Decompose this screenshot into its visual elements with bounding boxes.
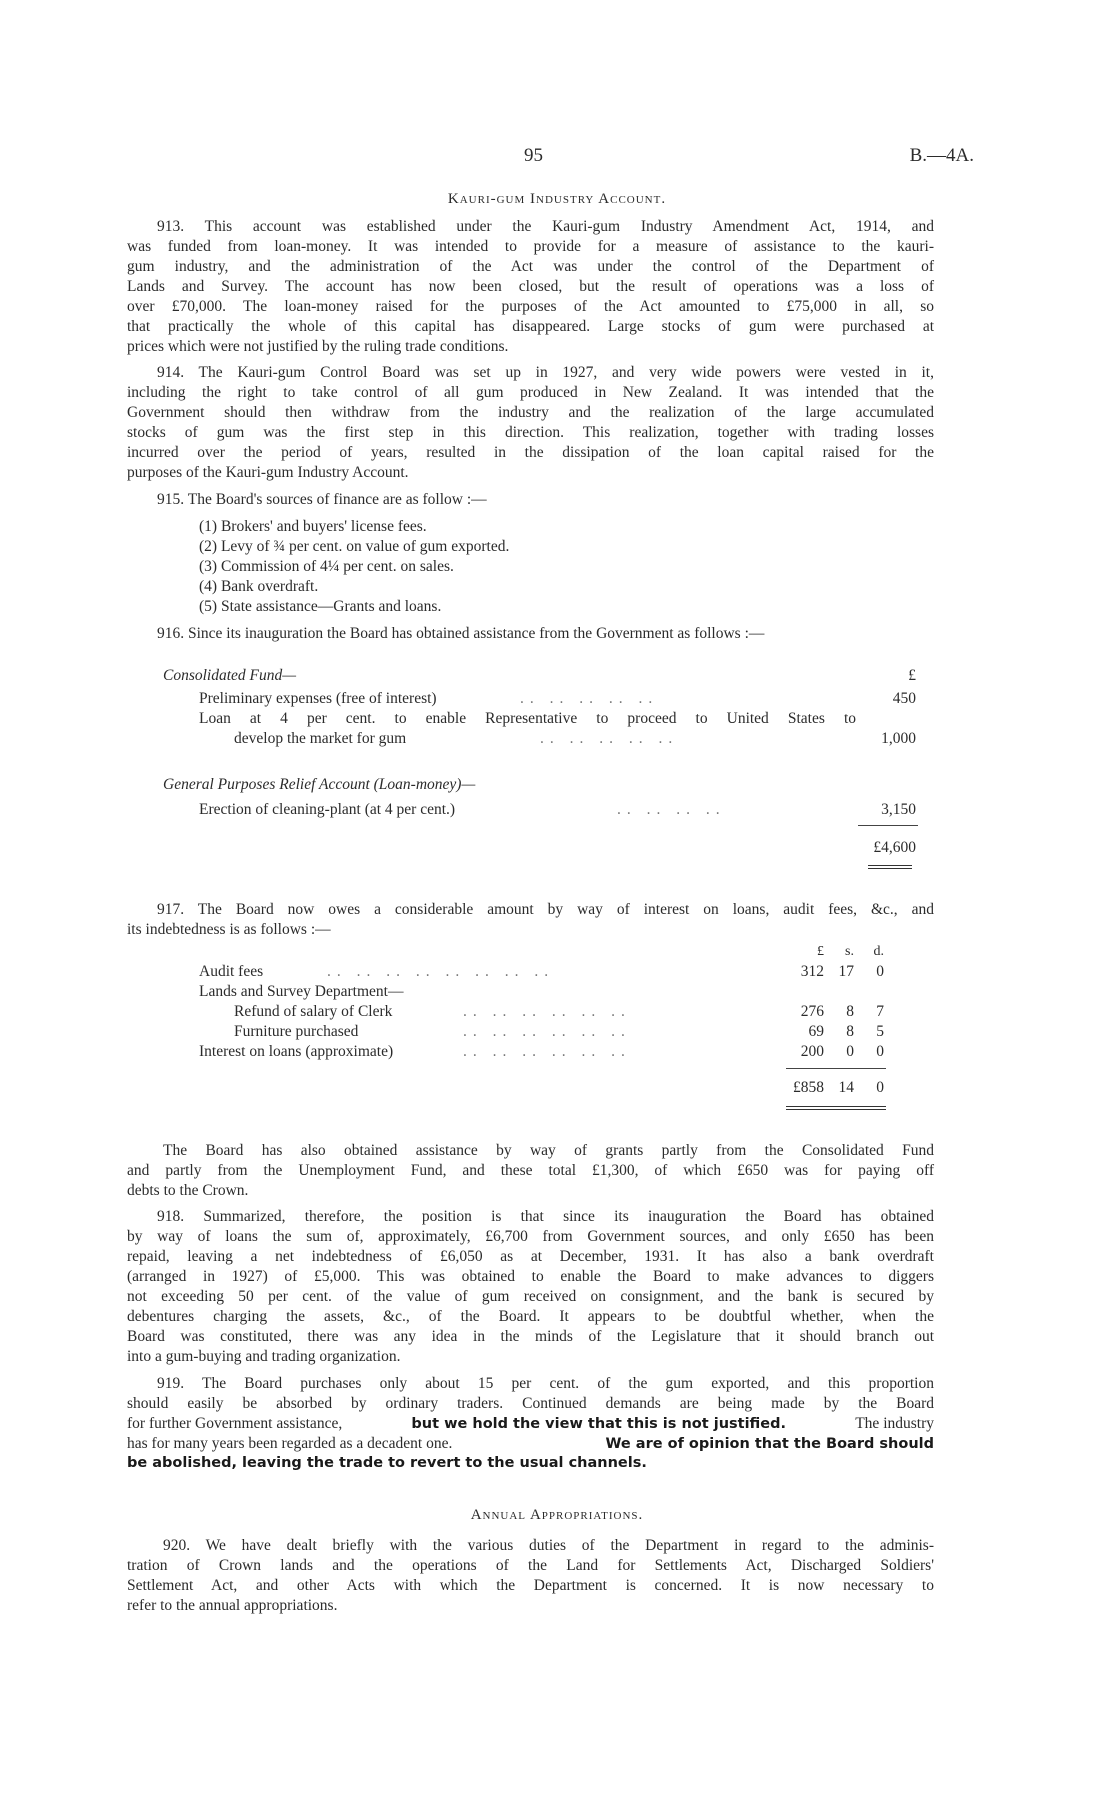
cell-pounds: 276 [800, 1003, 824, 1020]
assist-row-value: 3,150 [881, 801, 916, 818]
text-line: Government should then withdraw from the industry and the realization of the large accumulated [127, 404, 934, 421]
leader-dots: .. .. .. .. .. .. [463, 1003, 631, 1020]
cell-pounds: 312 [800, 963, 824, 980]
text-segment: for further Government assistance, [127, 1415, 343, 1432]
text-line: (arranged in 1927) of £5,000. This was obtained to enable the Board to make advances to diggers [127, 1268, 934, 1285]
text-line: not exceeding 50 per cent. of the value of gum received on consignment, and the bank is secured by [127, 1288, 934, 1305]
general-purposes-heading: General Purposes Relief Account (Loan-money)— [163, 776, 476, 793]
page-number: 95 [524, 145, 543, 166]
text-line: should easily be absorbed by ordinary traders. Continued demands are being made by the Board [127, 1395, 934, 1412]
assist-row-label: develop the market for gum [234, 730, 407, 747]
text-line: stocks of gum was the first step in this direction. This realization, together with trading losses [127, 424, 934, 441]
text-line [127, 1434, 934, 1454]
cell-pence: 5 [876, 1023, 884, 1040]
table-row-label: Lands and Survey Department— [199, 983, 404, 1000]
emphasis-text: We are of opinion that the Board should [605, 1436, 934, 1452]
consolidated-fund-heading: Consolidated Fund— [163, 667, 297, 684]
cell-shillings: 8 [846, 1003, 854, 1020]
text-line: was funded from loan-money. It was intended to provide for a measure of assistance to the kauri- [127, 238, 934, 255]
text-line: purposes of the Kauri-gum Industry Account. [127, 464, 409, 481]
list-item: (5) State assistance—Grants and loans. [199, 598, 442, 615]
emphasis-text: but we hold the view that this is not justified. [411, 1416, 787, 1432]
text-line: that practically the whole of this capital has disappeared. Large stocks of gum were purchased at [127, 318, 934, 335]
leader-dots: .. .. .. .. .. [520, 690, 659, 707]
total-pence: 0 [876, 1079, 884, 1096]
cell-pounds: 200 [800, 1043, 824, 1060]
text-line: 918. Summarized, therefore, the position is that since its inauguration the Board has obtained [157, 1208, 934, 1225]
total-shillings: 14 [838, 1079, 854, 1096]
assist-row-label: Loan at 4 per cent. to enable Representative to proceed to United States to [199, 710, 856, 727]
list-item: (3) Commission of 4¼ per cent. on sales. [199, 558, 454, 575]
cell-shillings: 0 [846, 1043, 854, 1060]
text-line: tration of Crown lands and the operations of the Land for Settlements Act, Discharged Soldiers' [127, 1557, 934, 1574]
leader-dots: .. .. .. .. .. .. [463, 1043, 631, 1060]
text-line: 914. The Kauri-gum Control Board was set up in 1927, and very wide powers were vested in it, [157, 364, 934, 381]
table-row-label: Audit fees [199, 963, 264, 980]
text-line: and partly from the Unemployment Fund, and these total £1,300, of which £650 was for paying off [127, 1162, 934, 1179]
cell-pence: 0 [876, 1043, 884, 1060]
column-header-pence: d. [873, 944, 884, 959]
text-line: 913. This account was established under the Kauri-gum Industry Amendment Act, 1914, and [157, 218, 934, 235]
cell-pence: 0 [876, 963, 884, 980]
total-pounds: £858 [793, 1079, 824, 1096]
text-line: debentures charging the assets, &c., of the Board. It appears to be doubtful whether, when the [127, 1308, 934, 1325]
document-reference: B.—4A. [909, 145, 974, 166]
text-line: its indebtedness is as follows :— [127, 921, 331, 938]
leader-dots: .. .. .. .. .. .. [463, 1023, 631, 1040]
text-line: prices which were not justified by the ruling trade conditions. [127, 338, 509, 355]
cell-pounds: 69 [808, 1023, 824, 1040]
text-line: The Board has also obtained assistance by way of grants partly from the Consolidated Fund [163, 1142, 934, 1159]
list-item: (1) Brokers' and buyers' license fees. [199, 518, 427, 535]
text-line: by way of loans the sum of, approximately, £6,700 from Government sources, and only £650 has been [127, 1228, 934, 1245]
text-line: 919. The Board purchases only about 15 per cent. of the gum exported, and this proportion [157, 1375, 934, 1392]
text-segment: The industry [855, 1415, 934, 1432]
text-line [127, 1414, 934, 1434]
total-double-rule [868, 865, 912, 869]
assist-row-label: Erection of cleaning-plant (at 4 per cent.) [199, 801, 456, 818]
text-line: 917. The Board now owes a considerable amount by way of interest on loans, audit fees, &c., and [157, 901, 934, 918]
text-line: Lands and Survey. The account has now been closed, but the result of operations was a loss of [127, 278, 934, 295]
currency-header: £ [908, 667, 916, 684]
text-line: gum industry, and the administration of the Act was under the control of the Department of [127, 258, 934, 275]
column-header-pounds: £ [817, 944, 824, 959]
total-rule [786, 1068, 886, 1069]
table-row-label: Refund of salary of Clerk [234, 1003, 393, 1020]
total-double-rule [786, 1106, 886, 1110]
text-line: 920. We have dealt briefly with the various duties of the Department in regard to the adminis- [163, 1537, 934, 1554]
cell-shillings: 17 [838, 963, 854, 980]
cell-shillings: 8 [846, 1023, 854, 1040]
text-line: into a gum-buying and trading organization. [127, 1348, 401, 1365]
assist-row-label: Preliminary expenses (free of interest) [199, 690, 437, 707]
text-segment: has for many years been regarded as a decadent one. [127, 1435, 453, 1452]
total-rule [858, 825, 918, 826]
leader-dots: .. .. .. .. [617, 801, 726, 818]
section-heading-kauri-gum: Kauri-gum Industry Account. [447, 191, 667, 207]
text-line: repaid, leaving a net indebtedness of £6,050 as at December, 1931. It has also a bank overdraft [127, 1248, 934, 1265]
assist-row-value: 1,000 [881, 730, 916, 747]
leader-dots: .. .. .. .. .. .. .. .. [327, 963, 555, 980]
assist-total: £4,600 [873, 839, 916, 856]
column-header-shillings: s. [845, 944, 854, 959]
cell-pence: 7 [876, 1003, 884, 1020]
text-line: refer to the annual appropriations. [127, 1597, 338, 1614]
assist-row-value: 450 [892, 690, 916, 707]
text-line: including the right to take control of all gum produced in New Zealand. It was intended that the [127, 384, 934, 401]
paragraph-915: 915. The Board's sources of finance are as follow :— [157, 491, 487, 508]
text-line: incurred over the period of years, resulted in the dissipation of the loan capital raised for the [127, 444, 934, 461]
table-row-label: Interest on loans (approximate) [199, 1043, 394, 1060]
text-line: Settlement Act, and other Acts with which the Department is concerned. It is now necessary to [127, 1577, 934, 1594]
list-item: (4) Bank overdraft. [199, 578, 319, 595]
text-line: over £70,000. The loan-money raised for the purposes of the Act amounted to £75,000 in all, so [127, 298, 934, 315]
text-line: debts to the Crown. [127, 1182, 249, 1199]
text-line: Board was constituted, there was any idea in the minds of the Legislature that it should branch out [127, 1328, 934, 1345]
paragraph-916: 916. Since its inauguration the Board has obtained assistance from the Government as follows :— [157, 625, 765, 642]
section-heading-annual-appropriations: Annual Appropriations. [470, 1507, 644, 1523]
emphasis-text: be abolished, leaving the trade to revert to the usual channels. [127, 1455, 647, 1471]
list-item: (2) Levy of ¾ per cent. on value of gum exported. [199, 538, 510, 555]
leader-dots: .. .. .. .. .. [540, 730, 679, 747]
table-row-label: Furniture purchased [234, 1023, 359, 1040]
